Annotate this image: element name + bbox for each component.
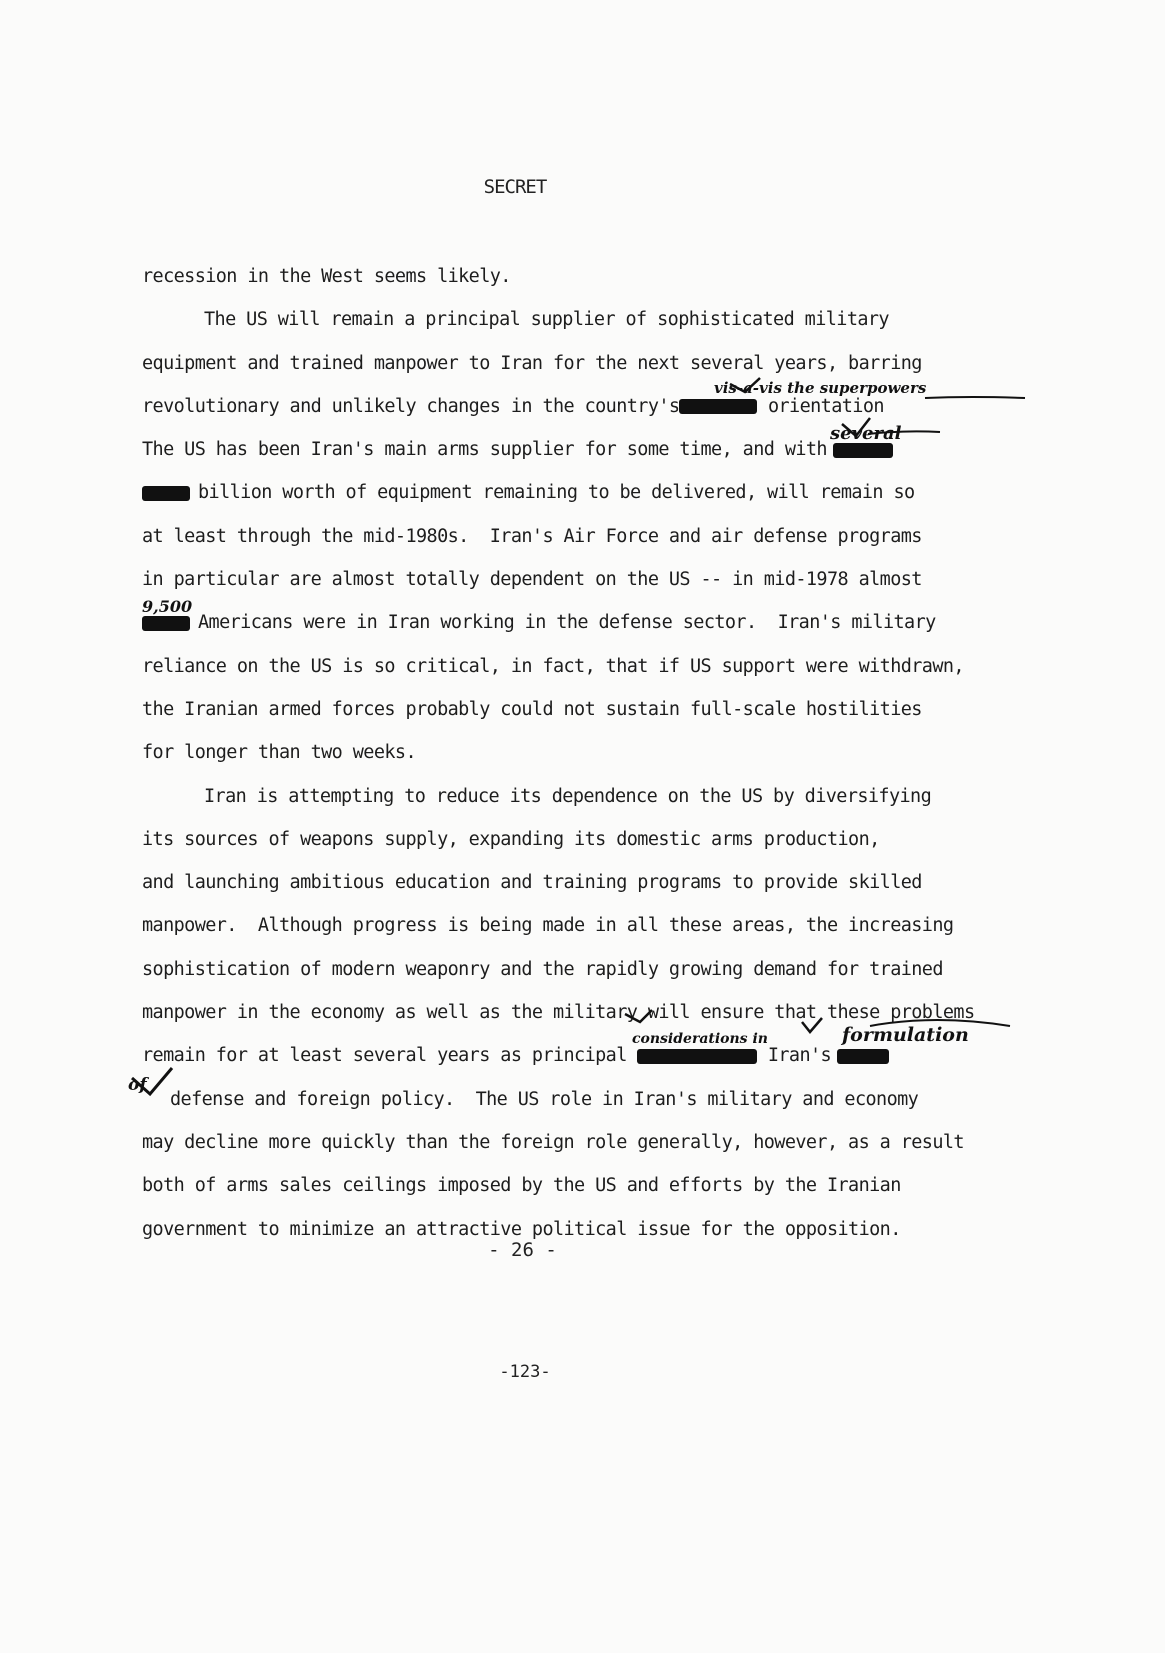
text-line: may decline more quickly than the foreign role generally, however, as a result bbox=[142, 1131, 964, 1153]
text-segment: The US has been Iran's main arms supplier for some time, and with bbox=[142, 439, 827, 461]
text-line: equipment and trained manpower to Iran for the next several years, barring bbox=[142, 352, 922, 374]
text-line: for longer than two weeks. bbox=[142, 742, 416, 764]
text-segment: Iran's bbox=[767, 1045, 832, 1067]
text-segment: billion worth of equipment remaining to be delivered, will remain so bbox=[198, 482, 915, 504]
handwritten-annotation: considerations in bbox=[632, 1031, 768, 1048]
text-line bbox=[142, 597, 1012, 644]
text-segment: Americans were in Iran working in the defense sector. Iran's military bbox=[198, 612, 936, 634]
text-line: its sources of weapons supply, expanding its domestic arms production, bbox=[142, 828, 880, 850]
text-line: and launching ambitious education and training programs to provide skilled bbox=[142, 872, 922, 894]
text-segment: orientation bbox=[767, 395, 884, 417]
text-segment: revolutionary and unlikely changes in the country's bbox=[142, 395, 680, 417]
text-segment: remain for at least several years as principal bbox=[142, 1045, 627, 1067]
text-line: government to minimize an attractive political issue for the opposition. bbox=[142, 1218, 901, 1240]
handwritten-annotation: vis-a-vis the superpowers bbox=[714, 378, 927, 397]
bates-number: -123- bbox=[499, 1362, 551, 1382]
text-line: recession in the West seems likely. bbox=[142, 266, 511, 287]
text-line: at least through the mid-1980s. Iran's Air Force and air defense programs bbox=[142, 525, 922, 547]
text-line: in particular are almost totally dependent on the US -- in mid-1978 almost bbox=[142, 569, 922, 591]
handwritten-annotation: of bbox=[128, 1074, 147, 1095]
text-line bbox=[142, 471, 1012, 514]
body-text bbox=[128, 255, 1012, 1251]
text-line bbox=[128, 1074, 1012, 1121]
handwritten-annotation: formulation bbox=[842, 1024, 969, 1047]
text-segment: defense and foreign policy. The US role in Iran's military and economy bbox=[170, 1088, 919, 1110]
text-line: Iran is attempting to reduce its dependence on the US by diversifying bbox=[204, 785, 932, 807]
handwritten-annotation: several bbox=[830, 423, 902, 445]
handwritten-annotation: 9,500 bbox=[142, 597, 193, 617]
text-line bbox=[142, 423, 1012, 471]
text-line: manpower. Although progress is being made in all these areas, the increasing bbox=[142, 915, 954, 937]
text-line: both of arms sales ceilings imposed by the US and efforts by the Iranian bbox=[142, 1175, 901, 1197]
text-line: the Iranian armed forces probably could not sustain full-scale hostilities bbox=[142, 698, 922, 720]
redaction-mark bbox=[142, 486, 190, 501]
text-line: manpower in the economy as well as the military will ensure that these problems bbox=[142, 1002, 975, 1024]
classification-marking: SECRET bbox=[483, 176, 547, 198]
text-line bbox=[142, 1024, 1012, 1077]
page-number: - 26 - bbox=[488, 1239, 557, 1261]
text-line: sophistication of modern weaponry and the rapidly growing demand for trained bbox=[142, 958, 943, 980]
text-line: The US will remain a principal supplier of sophisticated military bbox=[204, 309, 889, 331]
text-line: reliance on the US is so critical, in fact, that if US support were withdrawn, bbox=[142, 655, 964, 677]
